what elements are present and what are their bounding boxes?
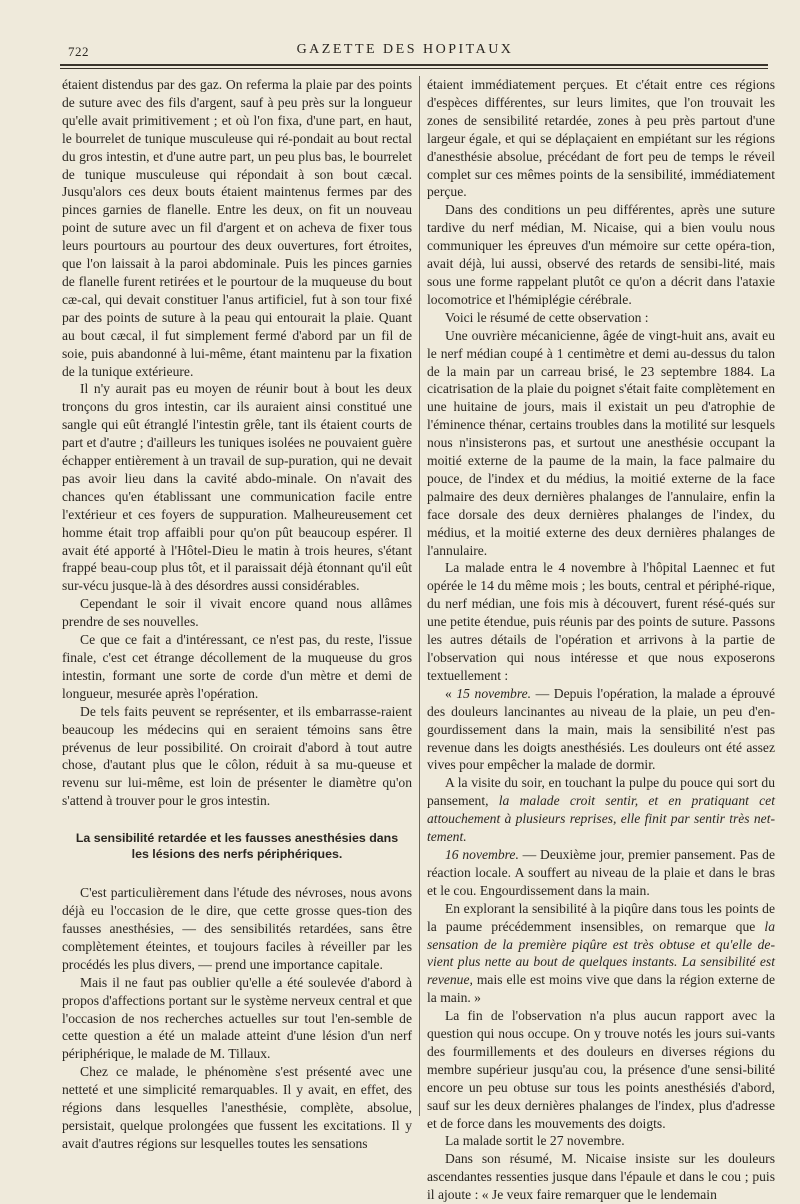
journal-title: GAZETTE DES HOPITAUX [296,42,514,57]
quote-open: « [445,685,457,701]
quote-text: En explorant la sensibilité à la piqûre dans tous les points de la paume précédemment insensibles, on remarque que [427,900,775,934]
paragraph: Mais il ne faut pas oublier qu'elle a été soulevée d'abord à propos d'affections portant sur le système nerveux central et que l'occasion de nos recherches actuelles sur tout l'en-semble de cette question a été un malade atteint d'une lésion d'un nerf périphérique, le malade de M. Tillaux. [62,974,412,1062]
quote-emphasis: la malade croit sentir, et en pratiquant cet attouchement à plusieurs reprises, elle finit par sentir très net-tement. [427,793,775,845]
right-column [427,76,775,1204]
quoted-paragraph [427,846,775,900]
paragraph: La malade sortit le 27 novembre. [445,1133,625,1149]
paragraph: Chez ce malade, le phénomène s'est présenté avec une netteté et une simplicité remarquables. Il y avait, en effet, des régions dans lesquelles l'anesthésie, complète, absolue, persistait, quelque prolongées que fussent les excitations. Il y avait d'autres régions sur lesquelles toutes les sensations [62,1064,412,1151]
quote-text: mais elle est moins vive que dans la région externe de la main. » [427,972,775,1006]
paragraph: étaient immédiatement perçues. Et c'était entre ces régions d'espèces différentes, sur leurs limites, que l'on trouvait les zones de sensibilité retardée, zones à peu près partout d'une largeur égale, et qui se déplaçaient en empiétant sur les régions d'anesthésie absolue, précédant de fort peu de temps le réveil complet sur ces mêmes points de la sensibilité, immédiatement perçue. [427,77,775,200]
paragraph: La fin de l'observation n'a plus aucun rapport avec la question qui nous occupe. On y trouve notés les jours sui-vants des fourmillements et des douleurs en diverses régions du membre supérieur jusqu'au cou, la présence d'une sensi-bilité encore un peu obtuse sur tous les points anesthésiés d'abord, sauf sur les deux dernières phalanges de l'index, plus d'adresse et de force dans les mouvements des doigts. [427,1008,775,1131]
quoted-paragraph [427,774,775,846]
section-heading-line: La sensibilité retardée et les fausses anesthésies dans [75,831,399,846]
header-rule [60,64,768,66]
quote-emphasis: la sensation de la première piqûre est très obtuse et qu'elle de-vient plus nette au bout de quelques instants. La sensibilité est revenue, [427,918,775,988]
paragraph: Il n'y aurait pas eu moyen de réunir bout à bout les deux tronçons du gros intestin, car ils auraient ainsi constitué une sangle qui eût étranglé l'intestin grêle, tant ils étaient courts de part et d'autre ; d'ailleurs les tuniques isolées ne pouvaient guère échapper entièrement à un travail de sup-puration, qui ne devait pas avoir lieu dans la cavité abdo-minale. On n'avait des chances qu'en établissant une communication facile entre l'extérieur et ces foyers de suppuration. Malheureusement cet homme était trop affaibli pour qu'on pût beaucoup espérer. Il avait été apporté à l'Hôtel-Dieu le matin à trois heures, s'étant frappé beau-coup plus tôt, et il paraissait déjà étonnant qu'il eût sur-vécu jusque-là à des désordres aussi considérables. [62,381,412,594]
date-label: 15 novembre. [456,685,532,701]
page-header [40,36,770,64]
paragraph: La malade entra le 4 novembre à l'hôpital Laennec et fut opérée le 14 du même mois ; les bouts, central et périphé-rique, du nerf médian, une fois mis à découvert, furent résé-qués sur une petite étendue, puis réunis par des points de suture. Passons les autres détails de l'opération et arrivons à la partie de l'observation qui nous intéresse et que nous exposerons textuellement : [427,560,775,683]
header-rule-thin [60,68,768,69]
quote-text: — Deuxième jour, premier pansement. Pas de réaction locale. A souffert au niveau de la plaie et dans le bras et le cou. Engourdissement dans la main. [427,846,775,898]
paragraph: Dans des conditions un peu différentes, après une suture tardive du nerf médian, M. Nicaise, qui a bien voulu nous communiquer les épreuves d'un mémoire sur cette opéra-tion, avait déjà, lui aussi, observé des retards de sensibi-lité, mais sous une forme rappelant plutôt ce qu'on a décrit dans l'ataxie locomotrice et l'hémiplégie cérébrale. [427,202,775,307]
quoted-paragraph [427,900,775,1007]
left-column [62,76,412,1153]
paragraph: Ce que ce fait a d'intéressant, ce n'est pas, du reste, l'issue finale, c'est cet étrange décollement de la muqueuse du gros intestin, formant une sorte de corde d'un mètre et demi de longueur, mesurée après l'opération. [62,632,412,701]
paragraph: Cependant le soir il vivait encore quand nous allâmes prendre de ses nouvelles. [62,596,412,630]
quoted-paragraph [427,685,775,775]
quote-text: A la visite du soir, en touchant la pulpe du pouce qui sort du pansement, [427,775,775,809]
paragraph: De tels faits peuvent se représenter, et ils embarrasse-raient beaucoup les médecins qui en seraient témoins sans être prévenus de leur possibilité. On croirait d'abord à tout autre chose, d'autant plus que le côlon, réduit à sa mu-queuse et revenu sur lui-même, est loin de présenter le diamètre qu'on s'attend à trouver pour le gros intestin. [62,703,412,809]
section-heading [62,830,412,862]
page-number: 722 [68,44,89,59]
paragraph: étaient distendus par des gaz. On referma la plaie par des points de suture avec des fils d'argent, sauf à peu près sur la longueur qu'elle avait primitivement ; et où l'on fixa, d'une part, en haut, le bourrelet de tunique musculeuse qui ré-pondait au bout rectal du gros intestin, et d'une autre part, un peu plus bas, le bourrelet de tunique musculeuse qui répondait à son bout cæcal. Jusqu'alors ces deux bouts étaient maintenus fermes par des pinces garnies de flanelle. Entre les deux, on fit un nouveau point de suture avec un fil d'argent et on acheva de fixer tous leurs pourtours au pourtour des deux ouvertures, fort étroites, que l'on laissait à la paroi abdominale. Puis les pinces garnies de flanelle furent retirées et le pourtour de la muqueuse du bout cæ-cal, qui devait constituer l'anus artificiel, fut à son tour fixé par des points de suture à la peau qui entourait la plaie. Quant au bout cæcal, il fut simplement fermé d'abord par un fil de soie, puis abandonné à lui-même, étant maintenu par la fixation de la tunique extérieure. [62,77,412,379]
quote-text: — Depuis l'opération, la malade a éprouvé des douleurs lancinantes au niveau de la plaie, un peu d'en-gourdissement dans la main, mais la sensibilité n'est pas revenue dans les doigts anesthésiés. Les douleurs ont été assez vives pour empêcher la malade de dormir. [427,685,776,773]
paragraph: Voici le résumé de cette observation : [445,309,649,325]
section-heading-line: les lésions des nerfs périphériques. [131,847,343,862]
paragraph: Dans son résumé, M. Nicaise insiste sur les douleurs ascendantes ressenties jusque dans l'épaule et dans le cou ; puis il ajoute : « Je veux faire remarquer que le lendemain [427,1151,775,1203]
column-divider [419,76,420,1116]
paragraph: C'est particulièrement dans l'étude des névroses, nous avons déjà eu l'occasion de le dire, que cette grosse ques-tion des fausses anesthésies, — des sensibilités retardées, sans être complètement éteintes, et toujours faciles à réveiller par les procédés les plus divers, — prend une importance capitale. [62,885,412,972]
date-label: 16 novembre. [445,846,519,862]
paragraph: Une ouvrière mécanicienne, âgée de vingt-huit ans, avait eu le nerf médian coupé à 1 centimètre et demi au-dessus du talon de la main par un carreau brisé, le 23 septembre 1884. La cicatrisation de la plaie du poignet s'était faite complètement en une huitaine de jours, mais il existait un peu d'atrophie de l'éminence thénar, certains troubles dans la motilité sur lesquels nous n'insisterons pas, et surtout une anesthésie occupant la moitié externe de la paume de la main, la face palmaire du pouce, de l'index et du médius, la moitié externe de la face palmaire des deux dernières phalanges de l'annulaire, enfin la face dorsale des deux dernières phalanges de l'index, du médius, et la moitié externe des deux dernières phalanges de l'annulaire. [427,327,775,558]
